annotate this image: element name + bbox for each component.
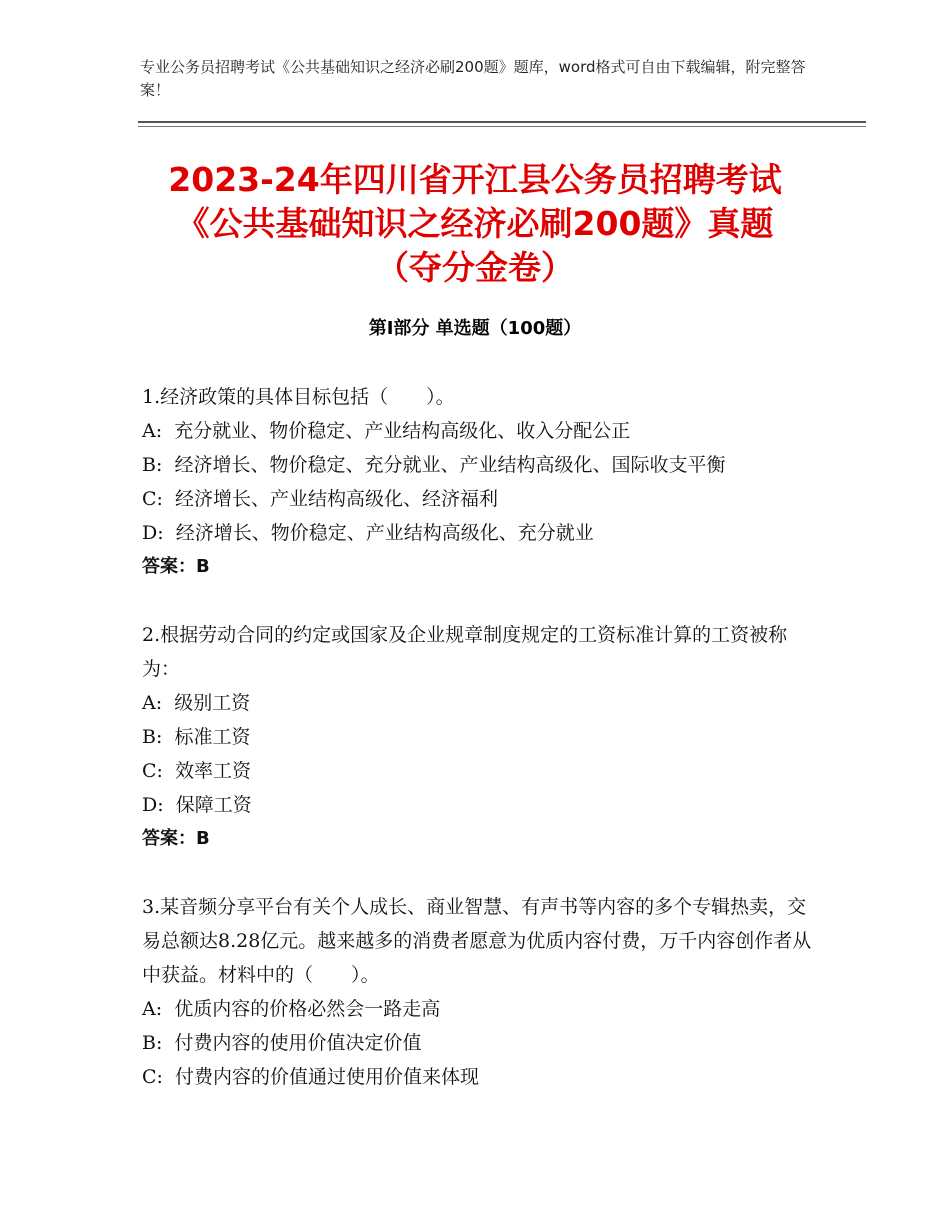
option-b: B: 付费内容的使用价值决定价值 — [142, 1032, 422, 1054]
header-rule-thick — [138, 121, 866, 123]
option-a: A: 级别工资 — [142, 692, 251, 714]
option-a: A: 优质内容的价格必然会一路走高 — [142, 998, 441, 1020]
questions-list — [142, 380, 822, 1128]
title-line-1: 2023-24年四川省开江县公务员招聘考试 — [168, 160, 782, 199]
question-stem: 1.经济政策的具体目标包括（ ）。 — [142, 386, 455, 408]
question-stem: 3.某音频分享平台有关个人成长、商业智慧、有声书等内容的多个专辑热卖，交易总额达8.28亿元。越来越多的消费者愿意为优质内容付费，万千内容创作者从中获益。材料中的（ ）。 — [142, 896, 812, 986]
option-c: C: 付费内容的价值通过使用价值来体现 — [142, 1066, 480, 1088]
title-line-3: （夺分金卷） — [376, 248, 574, 287]
option-c: C: 效率工资 — [142, 760, 252, 782]
question-1 — [142, 380, 822, 584]
option-a: A: 充分就业、物价稳定、产业结构高级化、收入分配公正 — [142, 420, 631, 442]
title-line-2: 《公共基础知识之经济必刷200题》真题 — [176, 204, 774, 243]
header-rule-thin — [138, 126, 866, 127]
answer: 答案：B — [142, 556, 210, 577]
section-heading: 第Ⅰ部分 单选题（100题） — [368, 318, 582, 339]
question-stem: 2.根据劳动合同的约定或国家及企业规章制度规定的工资标准计算的工资被称为： — [142, 624, 788, 680]
option-d: D: 经济增长、物价稳定、产业结构高级化、充分就业 — [142, 522, 594, 544]
question-2 — [142, 618, 822, 856]
header-note: 专业公务员招聘考试《公共基础知识之经济必刷200题》题库，word格式可自由下载编辑，附完整答案！ — [140, 58, 806, 99]
option-b: B: 标准工资 — [142, 726, 251, 748]
option-d: D: 保障工资 — [142, 794, 252, 816]
document-title — [100, 158, 850, 290]
question-3 — [142, 890, 822, 1094]
option-b: B: 经济增长、物价稳定、充分就业、产业结构高级化、国际收支平衡 — [142, 454, 726, 476]
answer: 答案：B — [142, 828, 210, 849]
option-c: C: 经济增长、产业结构高级化、经济福利 — [142, 488, 499, 510]
